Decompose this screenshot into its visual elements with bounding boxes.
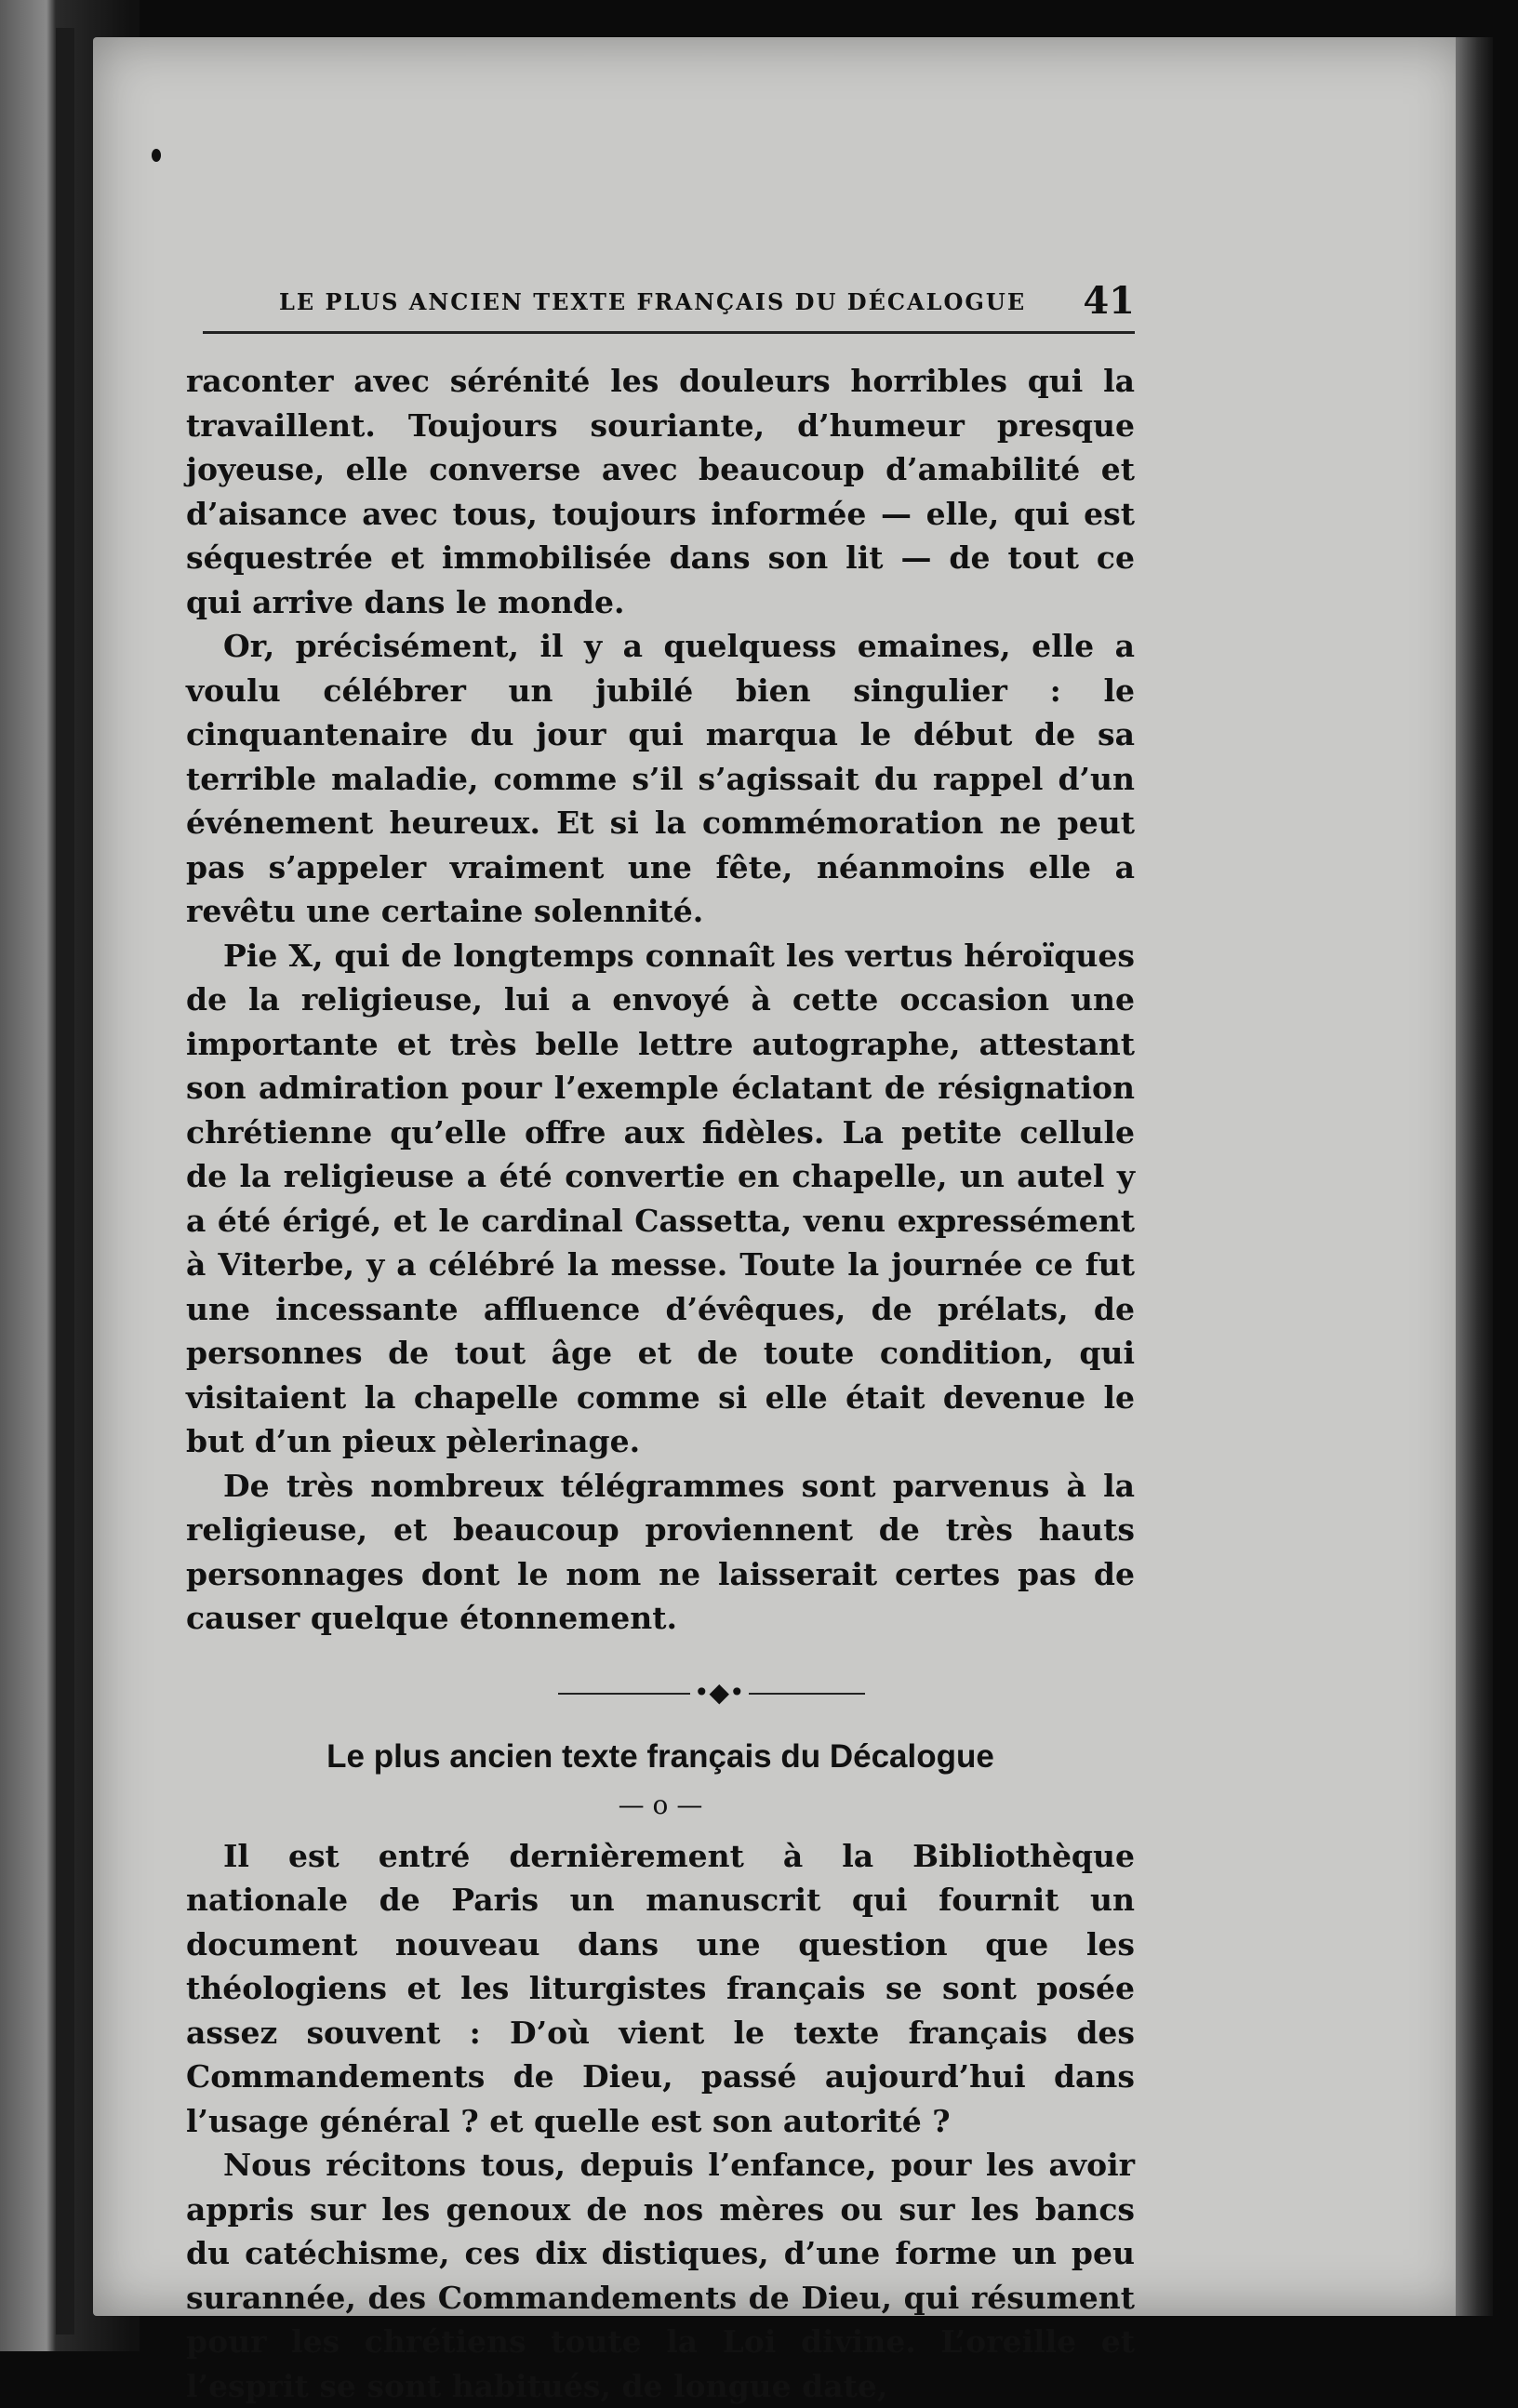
- paragraph: raconter avec sérénité les douleurs horribles qui la travaillent. Toujours souriante, d’humeur presque joyeuse, elle converse avec beaucoup d’amabilité et d’aisance avec tous, toujours informée — elle, qui est séquestrée et immobilisée dans son lit — de tout ce qui arrive dans le monde.: [186, 359, 1135, 624]
- section-text: [186, 1834, 1135, 2408]
- page-edge: [1456, 37, 1493, 2316]
- spine-shadow: [56, 28, 74, 2335]
- margin-speck: [152, 149, 161, 162]
- paragraph: Nous récitons tous, depuis l’enfance, pour les avoir appris sur les genoux de nos mères ou sur les bancs du catéchisme, ces dix distiques, d’une forme un peu surannée, des Commandements de Dieu, qui résument pour les chrétiens toute la Loi divine. L’oreille et l’esprit se sont habitués, de longue date,: [186, 2143, 1135, 2408]
- running-header: [186, 279, 1135, 333]
- title-separator: — o —: [186, 1788, 1135, 1823]
- paragraph: Or, précisément, il y a quelquess emaines, elle a voulu célébrer un jubilé bien singulier : le cinquantenaire du jour qui marqua le début de sa terrible maladie, comme s’il s’agissait du rappel d’un événement heureux. Et si la commémoration ne peut pas s’appeler vraiment une fête, néanmoins elle a revêtu une certaine solennité.: [186, 624, 1135, 934]
- page-content: [186, 279, 1135, 2408]
- running-title: LE PLUS ANCIEN TEXTE FRANÇAIS DU DÉCALOGUE: [279, 288, 1026, 315]
- ornament-glyph: •◆•: [690, 1678, 749, 1708]
- body-text: [186, 359, 1135, 1641]
- paragraph: De très nombreux télégrammes sont parvenus à la religieuse, et beaucoup proviennent de très hauts personnages dont le nom ne laisserait certes pas de causer quelque étonnement.: [186, 1464, 1135, 1641]
- paragraph: Pie X, qui de longtemps connaît les vertus héroïques de la religieuse, lui a envoyé à cette occasion une importante et très belle lettre autographe, attestant son admiration pour l’exemple éclatant de résignation chrétienne qu’elle offre aux fidèles. La petite cellule de la religieuse a été convertie en chapelle, un autel y a été érigé, et le cardinal Cassetta, venu expressément à Viterbe, y a célébré la messe. Toute la journée ce fut une incessante affluence d’évêques, de prélats, de personnes de tout âge et de toute condition, qui visitaient la chapelle comme si elle était devenue le but d’un pieux pèlerinage.: [186, 934, 1135, 1464]
- page-number: 41: [1083, 279, 1135, 323]
- section-title: Le plus ancien texte français du Décalogue: [186, 1732, 1135, 1782]
- section-ornament: [186, 1674, 1135, 1711]
- header-rule: [203, 331, 1135, 334]
- paragraph: Il est entré dernièrement à la Bibliothèque nationale de Paris un manuscrit qui fournit un document nouveau dans une question que les théologiens et les liturgistes français se sont posée assez souvent : D’où vient le texte français des Commandements de Dieu, passé aujourd’hui dans l’usage général ? et quelle est son autorité ?: [186, 1834, 1135, 2144]
